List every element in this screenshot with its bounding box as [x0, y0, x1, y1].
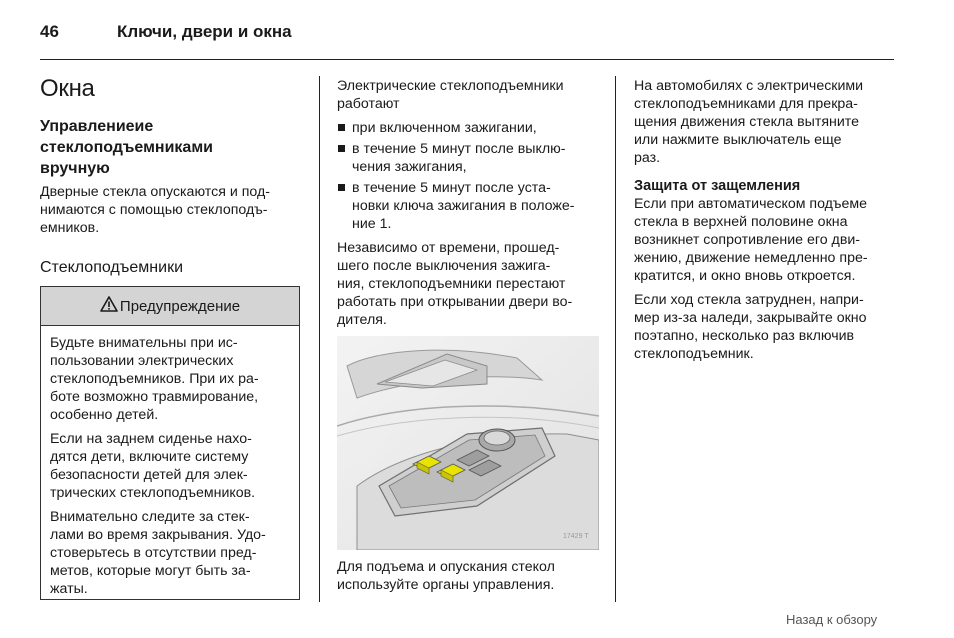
text-line: На автомобилях с электрическими — [634, 78, 864, 94]
body-paragraph — [634, 195, 896, 285]
text-line: стеклоподъемник. — [634, 346, 754, 362]
text-line: безопасности детей для элек- — [50, 467, 248, 483]
window-lifters-heading: Стеклоподъемники — [40, 259, 183, 276]
subsection-heading — [40, 116, 310, 179]
body-paragraph — [634, 77, 896, 167]
text-line: Дверные стекла опускаются и под- — [40, 184, 270, 200]
text-line: при включенном зажигании, — [352, 120, 537, 136]
heading-line: Управлениеие — [40, 118, 154, 135]
conditions-list — [337, 119, 609, 233]
text-line: особенно детей. — [50, 407, 159, 423]
text-line: раз. — [634, 150, 661, 166]
column-3-text — [634, 77, 896, 369]
body-paragraph — [634, 291, 896, 363]
text-line: ние 1. — [352, 216, 392, 232]
pinch-protection-heading: Защита от защемления — [634, 178, 801, 194]
text-line: жаты. — [50, 581, 88, 597]
header-divider — [40, 59, 894, 60]
text-line: Будьте внимательны при ис- — [50, 335, 238, 351]
warning-box — [40, 286, 300, 600]
text-line: стоверьтесь в отсутствии пред- — [50, 545, 257, 561]
warning-paragraph — [50, 508, 290, 598]
warning-paragraph — [50, 430, 290, 502]
text-line: Если на заднем сиденье нахо- — [50, 431, 252, 447]
list-item — [337, 140, 609, 176]
window-switch-illustration — [337, 336, 599, 550]
text-line: кратится, и окно вновь откроется. — [634, 268, 856, 284]
text-line: в течение 5 минут после уста- — [352, 180, 551, 196]
text-line: пользовании электрических — [50, 353, 234, 369]
text-line: нимаются с помощью стеклоподъ- — [40, 202, 268, 218]
text-line: ния, стеклоподъемники перестают — [337, 276, 566, 292]
column-2-text — [337, 77, 609, 335]
page-title: Окна — [40, 75, 95, 102]
text-line: щения движения стекла вытяните — [634, 114, 859, 130]
text-line: дителя. — [337, 312, 387, 328]
text-line: жению, движение немедленно пре- — [634, 250, 868, 266]
text-line: лами во время закрывания. Удо- — [50, 527, 266, 543]
intro-paragraph — [40, 183, 310, 237]
text-line: шего после выключения зажига- — [337, 258, 551, 274]
back-to-overview-link[interactable]: Назад к обзору — [786, 612, 878, 627]
intro-paragraph — [337, 77, 609, 113]
warning-triangle-icon — [100, 296, 120, 316]
text-line: дятся дети, включите систему — [50, 449, 249, 465]
text-line: чения зажигания, — [352, 159, 467, 175]
text-line: стеклоподъемников. При их ра- — [50, 371, 259, 387]
list-item — [337, 179, 609, 233]
text-line: мер из-за наледи, закрывайте окно — [634, 310, 867, 326]
text-line: новки ключа зажигания в положе- — [352, 198, 575, 214]
text-line: Внимательно следите за стек- — [50, 509, 250, 525]
page-number: 46 — [40, 22, 59, 41]
warning-header — [41, 287, 299, 326]
text-line: поэтапно, несколько раз включив — [634, 328, 855, 344]
text-line: трических стеклоподъемников. — [50, 485, 256, 501]
text-line: Если ход стекла затруднен, напри- — [634, 292, 864, 308]
warning-title: Предупреждение — [119, 297, 241, 315]
image-code: 17429 T — [563, 533, 589, 540]
text-line: работать при открывании двери во- — [337, 294, 573, 310]
column-divider — [615, 76, 616, 602]
image-caption — [337, 558, 609, 594]
heading-line: вручную — [40, 160, 110, 177]
text-line: боте возможно травмирование, — [50, 389, 259, 405]
text-line: в течение 5 минут после выклю- — [352, 141, 566, 157]
text-line: емников. — [40, 220, 100, 236]
text-line: стекла в верхней половине окна — [634, 214, 848, 230]
section-title: Ключи, двери и окна — [117, 22, 292, 41]
warning-paragraph — [50, 334, 290, 424]
body-paragraph — [337, 239, 609, 329]
heading-line: стеклоподъемниками — [40, 139, 213, 156]
text-line: или нажмите выключатель еще — [634, 132, 842, 148]
text-line: возникнет сопротивление его дви- — [634, 232, 861, 248]
text-line: работают — [337, 96, 400, 112]
text-line: Независимо от времени, прошед- — [337, 240, 560, 256]
text-line: Электрические стеклоподъемники — [337, 78, 564, 94]
text-line: Для подъема и опускания стекол — [337, 559, 555, 575]
text-line: метов, которые могут быть за- — [50, 563, 251, 579]
column-divider — [319, 76, 320, 602]
text-line: стеклоподъемниками для прекра- — [634, 96, 858, 112]
text-line: Если при автоматическом подъеме — [634, 196, 868, 212]
warning-body — [41, 326, 299, 598]
list-item — [337, 119, 609, 137]
text-line: используйте органы управления. — [337, 577, 555, 593]
